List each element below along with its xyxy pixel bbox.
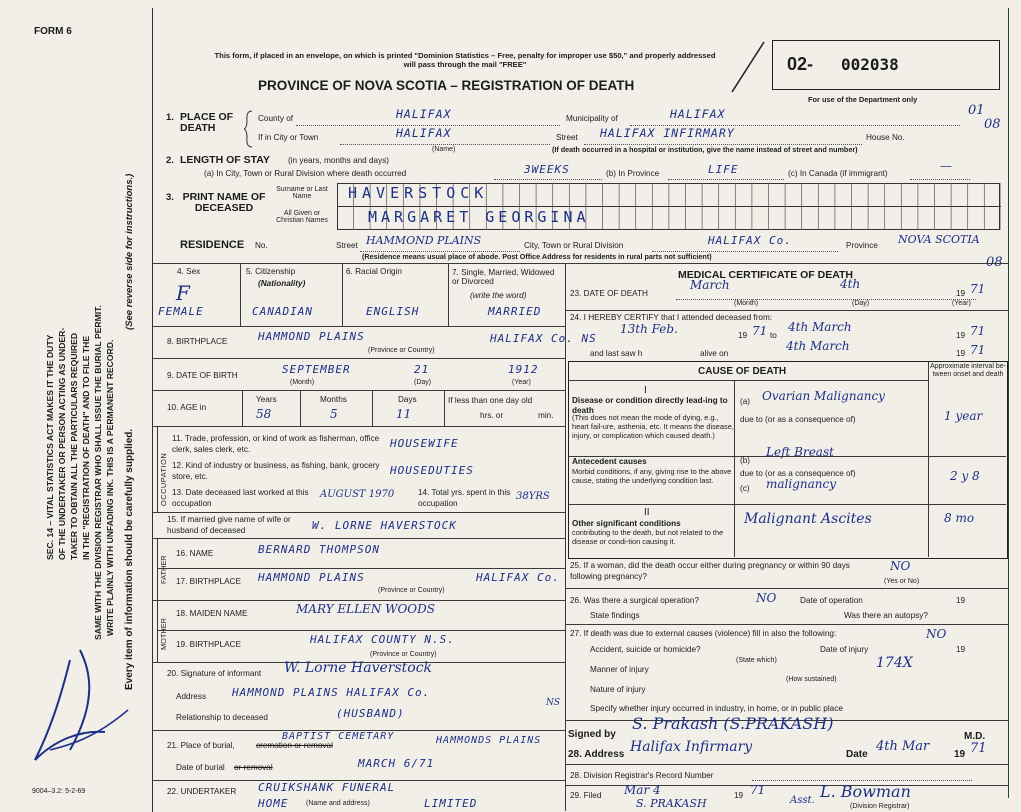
occ11-value: HOUSEWIFE <box>390 437 459 450</box>
s23-day: 4th <box>840 277 861 291</box>
s29-registrar-signature: L. Bowman <box>820 782 911 801</box>
residence-city: HALIFAX Co. <box>708 234 792 247</box>
s26-findings-label: State findings <box>590 611 640 620</box>
registration-number-box <box>772 40 1000 90</box>
s23-year: 71 <box>970 282 986 296</box>
citizenship-sub: (Nationality) <box>258 279 306 288</box>
dob-label: 9. DATE OF BIRTH <box>167 371 238 380</box>
cause-a-value: Ovarian Malignancy <box>762 389 885 403</box>
occ13-value: AUGUST 1970 <box>320 489 395 500</box>
side-law-line: OF THE UNDERTAKER OR PERSON ACTING AS UNDER- <box>57 327 67 560</box>
s28-19: 19 <box>954 749 966 760</box>
dept-mark: 01 <box>968 103 985 118</box>
s26-19: 19 <box>956 596 966 605</box>
s28-address-value: Halifax Infirmary <box>630 739 753 755</box>
roman-one: I <box>644 385 647 396</box>
s29-label: 29. Filed <box>570 791 602 800</box>
s24-19b: 19 <box>956 331 966 340</box>
s1-label: PLACE OF DEATH <box>180 111 234 135</box>
age-less-label: If less than one day old <box>448 396 533 405</box>
s21-extra: HAMMONDS PLAINS <box>436 735 542 746</box>
s29-year: 71 <box>750 783 766 797</box>
occ14-value: 38YRS <box>516 491 550 502</box>
side-law-line: WRITE PLAINLY WITH UNFADING INK. THIS IS A PERMANENT RECORD. <box>105 339 115 636</box>
s21-date: MARCH 6/71 <box>358 757 435 770</box>
s24-year-b: 71 <box>970 324 986 338</box>
print-code: 9004–3.2: 5-2-69 <box>32 788 86 795</box>
surname-label: Surname or Last Name <box>276 186 328 200</box>
s24-from: 13th Feb. <box>620 322 678 336</box>
cause-b-interval: 2 y 8 <box>950 469 980 483</box>
cause-a-letter: (a) <box>740 397 751 406</box>
antecedent-label: Antecedent causes <box>572 457 647 466</box>
residence-province-label: Province <box>846 241 878 250</box>
s18-label: 18. MAIDEN NAME <box>176 609 248 618</box>
occupation-side-label: OCCUPATION <box>159 452 168 506</box>
age-days-head: Days <box>398 395 417 404</box>
dept-mark: 08 <box>986 255 1003 270</box>
s29-caption: (Division Registrar) <box>850 803 910 810</box>
reg-prefix: 02- <box>787 54 814 74</box>
s20-address: HAMMOND PLAINS HALIFAX Co. <box>232 686 431 699</box>
cause-c-letter: (c) <box>740 484 750 493</box>
birthplace-label: 8. BIRTHPLACE <box>167 337 228 346</box>
s28-date-label: Date <box>846 749 868 760</box>
s28-address-label: 28. Address <box>568 749 625 760</box>
s23-day-cap: (Day) <box>852 300 870 307</box>
s24-year-a: 71 <box>752 324 768 338</box>
sex-label: 4. Sex <box>177 267 201 276</box>
marital-label: 7. Single, Married, Widowed or Divorced <box>452 268 555 287</box>
s2-a-value: 3WEEKS <box>524 163 570 176</box>
s2-sub: (in years, months and days) <box>288 156 390 165</box>
s29-value: Mar 4 <box>624 783 661 797</box>
residence-label: RESIDENCE <box>180 239 245 251</box>
s24-to-label: to <box>770 331 777 340</box>
s1-num: 1. <box>166 112 174 123</box>
s25-label: 25. If a woman, did the death occur either during pregnancy or within 90 days following pregnancy? <box>570 561 850 581</box>
occ13-label: 13. Date deceased last worked at this occupation <box>172 488 309 508</box>
s27-which: (State which) <box>736 657 777 664</box>
s27-value: NO <box>926 627 947 641</box>
s27-accident-label: Accident, suicide or homicide? <box>590 645 701 654</box>
age-label: 10. AGE in <box>167 403 207 412</box>
s2-b-label: (b) In Province <box>606 169 660 178</box>
father-side-label: FATHER <box>159 555 168 584</box>
s15-label: 15. If married give name of wife or husband of deceased <box>167 515 291 535</box>
side-see-reverse: (See reverse side for instructions.) <box>124 173 135 330</box>
side-law-line: SEC. 14 – VITAL STATISTICS ACT MAKES IT THE DUTY <box>45 334 55 560</box>
dept-mark: 08 <box>984 117 1001 132</box>
s20-ns: NS <box>546 698 561 708</box>
s27-where-label: Specify whether injury occurred in industry, in home, or in public place <box>590 704 843 713</box>
s19-label: 19. BIRTHPLACE <box>176 640 241 649</box>
s23-month: March <box>690 278 730 292</box>
s20-address-label: Address <box>176 692 207 701</box>
antecedent-note: Morbid conditions, if any, giving rise to the above cause, stating the underlying condition last. <box>572 467 732 485</box>
age-days: 11 <box>396 407 412 421</box>
reg-number: 002038 <box>841 55 899 74</box>
side-law-line: SAME WITH THE DIVISION REGISTRAR WHO SHALL ISSUE THE BURIAL PERMIT. <box>93 305 103 640</box>
s23-label: 23. DATE OF DEATH <box>570 289 648 298</box>
s27-label: 27. If death was due to external causes (violence) fill in also the following: <box>570 629 837 638</box>
birthplace-value: HAMMOND PLAINS <box>258 330 365 343</box>
s24-last-label-2: alive on <box>700 349 729 358</box>
county-value: HALIFAX <box>396 107 452 121</box>
given-value: MARGARET GEORGINA <box>368 208 590 226</box>
cause-title: CAUSE OF DEATH <box>698 366 787 377</box>
surname-value: HAVERSTOCK <box>348 184 489 202</box>
dob-month: SEPTEMBER <box>282 363 351 376</box>
s22-value-2: HOME <box>258 797 289 810</box>
signed-label: Signed by <box>568 729 616 740</box>
s27-manner-label: Manner of injury <box>590 665 649 674</box>
s24-19c: 19 <box>956 349 966 358</box>
street-value: HALIFAX INFIRMARY <box>600 126 735 140</box>
s20-relationship-label: Relationship to deceased <box>176 713 268 722</box>
s28-date-value: 4th Mar <box>876 739 930 754</box>
citizenship-label: 5. Citizenship <box>246 267 296 276</box>
occ11-label: 11. Trade, profession, or kind of work as fisherman, office clerk, sales clerk, etc. <box>172 434 380 454</box>
residence-note: (Residence means usual place of abode. Post Office Address for residents in rural parts not sufficient) <box>362 252 712 261</box>
s26-autopsy-label: Was there an autopsy? <box>844 611 928 620</box>
sex-word: FEMALE <box>158 305 204 318</box>
residence-no-label: No. <box>255 241 268 250</box>
s26-date-label: Date of operation <box>800 596 863 605</box>
occ14-label: 14. Total yrs. spent in this occupation <box>418 488 511 508</box>
city-value: HALIFAX <box>396 126 452 140</box>
s16-label: 16. NAME <box>176 549 214 558</box>
age-months: 5 <box>330 407 338 421</box>
s24-label: 24. I HEREBY CERTIFY that I attended deceased from: <box>570 313 773 322</box>
name-caption: (Name) <box>432 146 456 153</box>
dob-month-cap: (Month) <box>290 379 315 386</box>
dob-year-cap: (Year) <box>512 379 531 386</box>
s22-value-3: LIMITED <box>424 797 478 810</box>
occ12-value: HOUSEDUTIES <box>390 464 474 477</box>
dept-use-label: For use of the Department only <box>808 95 918 104</box>
md-label: M.D. <box>964 731 986 742</box>
s29-asst: Asst. <box>790 795 815 806</box>
s23-year-cap: (Year) <box>952 300 971 307</box>
s18-value: MARY ELLEN WOODS <box>296 602 435 616</box>
s22-value: CRUIKSHANK FUNERAL <box>258 781 396 794</box>
s29-19: 19 <box>734 791 744 800</box>
s16-value: BERNARD THOMPSON <box>258 543 380 556</box>
s17-label: 17. BIRTHPLACE <box>176 577 241 586</box>
s20-label: 20. Signature of informant <box>167 669 262 678</box>
s21-value: BAPTIST CEMETARY <box>282 731 395 742</box>
s2-a-label: (a) In City, Town or Rural Division where death occurred <box>204 169 407 178</box>
s21-date-label: Date of burial <box>176 763 225 772</box>
city-label: If in City or Town <box>258 133 319 142</box>
s23-year-pre: 19 <box>956 289 966 298</box>
other-interval: 8 mo <box>944 511 975 525</box>
form-id: FORM 6 <box>34 26 72 37</box>
disease-label: Disease or condition directly lead-ing to death <box>572 396 728 415</box>
age-years: 58 <box>256 407 272 421</box>
street-label: Street <box>556 133 578 142</box>
disease-note: (This does not mean the mode of dying, e.g., heart fail-ure, asthenia, etc. It means the disease, injury, or complication which caused death.) <box>572 413 734 440</box>
s27-manner-value: 174X <box>876 655 913 671</box>
s24-year-c: 71 <box>970 343 986 357</box>
s20-relationship: (HUSBAND) <box>336 707 405 720</box>
racial-label: 6. Racial Origin <box>346 267 402 276</box>
s3-num: 3. <box>166 192 174 203</box>
s2-b-value: LIFE <box>708 163 739 176</box>
s24-to: 4th March <box>788 320 852 334</box>
medical-title: MEDICAL CERTIFICATE OF DEATH <box>678 269 853 281</box>
due-to-b: due to (or as a consequence of) <box>740 469 856 478</box>
s25-caption: (Yes or No) <box>884 578 920 585</box>
margin-signature-scribble <box>10 640 140 780</box>
residence-street: HAMMOND PLAINS <box>366 234 482 247</box>
s2-c-label: (c) In Canada (if immigrant) <box>788 169 888 178</box>
dob-year: 1912 <box>508 363 539 376</box>
s17-value: HAMMOND PLAINS <box>258 571 365 584</box>
s21-label: 21. Place of burial, <box>167 741 235 750</box>
s21-strike: cremation or removal <box>256 741 333 750</box>
other-value: Malignant Ascites <box>744 511 872 527</box>
municipality-label: Municipality of <box>566 114 618 123</box>
s26-value: NO <box>756 591 777 605</box>
s28-year: 71 <box>970 741 987 756</box>
age-hrs-label: hrs. or <box>480 411 504 420</box>
cause-c-value: malignancy <box>766 477 837 491</box>
cause-a-interval: 1 year <box>944 409 983 423</box>
age-months-head: Months <box>320 395 347 404</box>
residence-street-label: Street <box>336 241 358 250</box>
s27-date-label: Date of injury <box>820 645 869 654</box>
s2-c-value: — <box>940 159 952 173</box>
s27-nature-label: Nature of injury <box>590 685 646 694</box>
s25-value: NO <box>890 559 911 573</box>
s3-label: PRINT NAME OF DECEASED <box>182 191 266 215</box>
s22-label: 22. UNDERTAKER <box>167 787 237 796</box>
s24-last-label: and last saw h <box>590 349 643 358</box>
s2-label: LENGTH OF STAY <box>180 154 270 166</box>
s22-caption: (Name and address) <box>306 800 370 807</box>
s1-note: (If death occurred in a hospital or institution, give the name instead of street and number) <box>552 145 858 154</box>
age-min-label: min. <box>538 411 554 420</box>
county-label: County of <box>258 114 294 123</box>
s19-caption: (Province or Country) <box>370 651 437 658</box>
birthplace-extra: HALIFAX Co. NS <box>490 332 597 345</box>
citizenship-value: CANADIAN <box>252 305 313 318</box>
occ12-label: 12. Kind of industry or business, as fishing, bank, grocery store, etc. <box>172 461 380 481</box>
signed-value: S. Prakash (S.PRAKASH) <box>632 714 834 733</box>
cause-b-letter: (b) <box>740 456 751 465</box>
s2-num: 2. <box>166 155 174 166</box>
residence-city-label: City, Town or Rural Division <box>524 241 624 250</box>
dob-day: 21 <box>414 363 430 376</box>
age-years-head: Years <box>256 395 277 404</box>
s15-value: W. LORNE HAVERSTOCK <box>312 519 457 532</box>
side-law-line: IN THE "REGISTRATION OF DEATH" AND TO FILE THE <box>81 335 91 560</box>
postal-note: This form, if placed in an envelope, on which is printed "Dominion Statistics – Free, penalty for improper use $50," and properly addressed will pass through the mail "FREE" <box>214 51 716 70</box>
dob-day-cap: (Day) <box>414 379 432 386</box>
s27-how: (How sustained) <box>786 676 837 683</box>
racial-value: ENGLISH <box>366 305 420 318</box>
residence-province: NOVA SCOTIA <box>898 233 980 246</box>
s19-value: HALIFAX COUNTY N.S. <box>310 633 455 646</box>
s23-month-cap: (Month) <box>734 300 759 307</box>
side-law-line: TAKER TO OBTAIN ALL THE PARTICULARS REQUIRED <box>69 332 79 560</box>
s26-label: 26. Was there a surgical operation? <box>570 596 699 605</box>
s29-clerk-signature: S. PRAKASH <box>636 797 707 810</box>
house-label: House No. <box>866 133 905 142</box>
other-note: contributing to the death, but not related to the disease or condi-tion causing it. <box>572 528 724 546</box>
s21-date-strike: or removal <box>234 763 273 772</box>
s24-last-value: 4th March <box>786 339 850 353</box>
page-title: PROVINCE OF NOVA SCOTIA – REGISTRATION OF DEATH <box>258 78 635 93</box>
marital-sub: (write the word) <box>470 291 527 300</box>
sex-value: F <box>176 281 190 305</box>
s27-19: 19 <box>956 645 966 654</box>
s20-signature: W. Lorne Haverstock <box>284 660 433 676</box>
cause-b-value: Left Breast <box>766 445 834 459</box>
check-mark <box>728 38 768 94</box>
s28-record-label: 28. Division Registrar's Record Number <box>570 771 714 780</box>
mother-side-label: MOTHER <box>159 617 168 650</box>
interval-head: Approximate interval be-tween onset and death <box>930 363 1006 379</box>
side-every-item: Every item of information should be carefully supplied. <box>124 428 135 690</box>
roman-two: II <box>644 507 650 518</box>
s17-caption: (Province or Country) <box>378 587 445 594</box>
due-to-a: due to (or as a consequence of) <box>740 415 856 424</box>
other-label: Other significant conditions <box>572 519 681 528</box>
municipality-value: HALIFAX <box>670 107 726 121</box>
marital-value: MARRIED <box>488 305 542 318</box>
birthplace-caption: (Province or Country) <box>368 347 435 354</box>
given-label: All Given or Christian Names <box>276 210 328 224</box>
s24-19a: 19 <box>738 331 748 340</box>
s17-extra: HALIFAX Co. <box>476 571 560 584</box>
